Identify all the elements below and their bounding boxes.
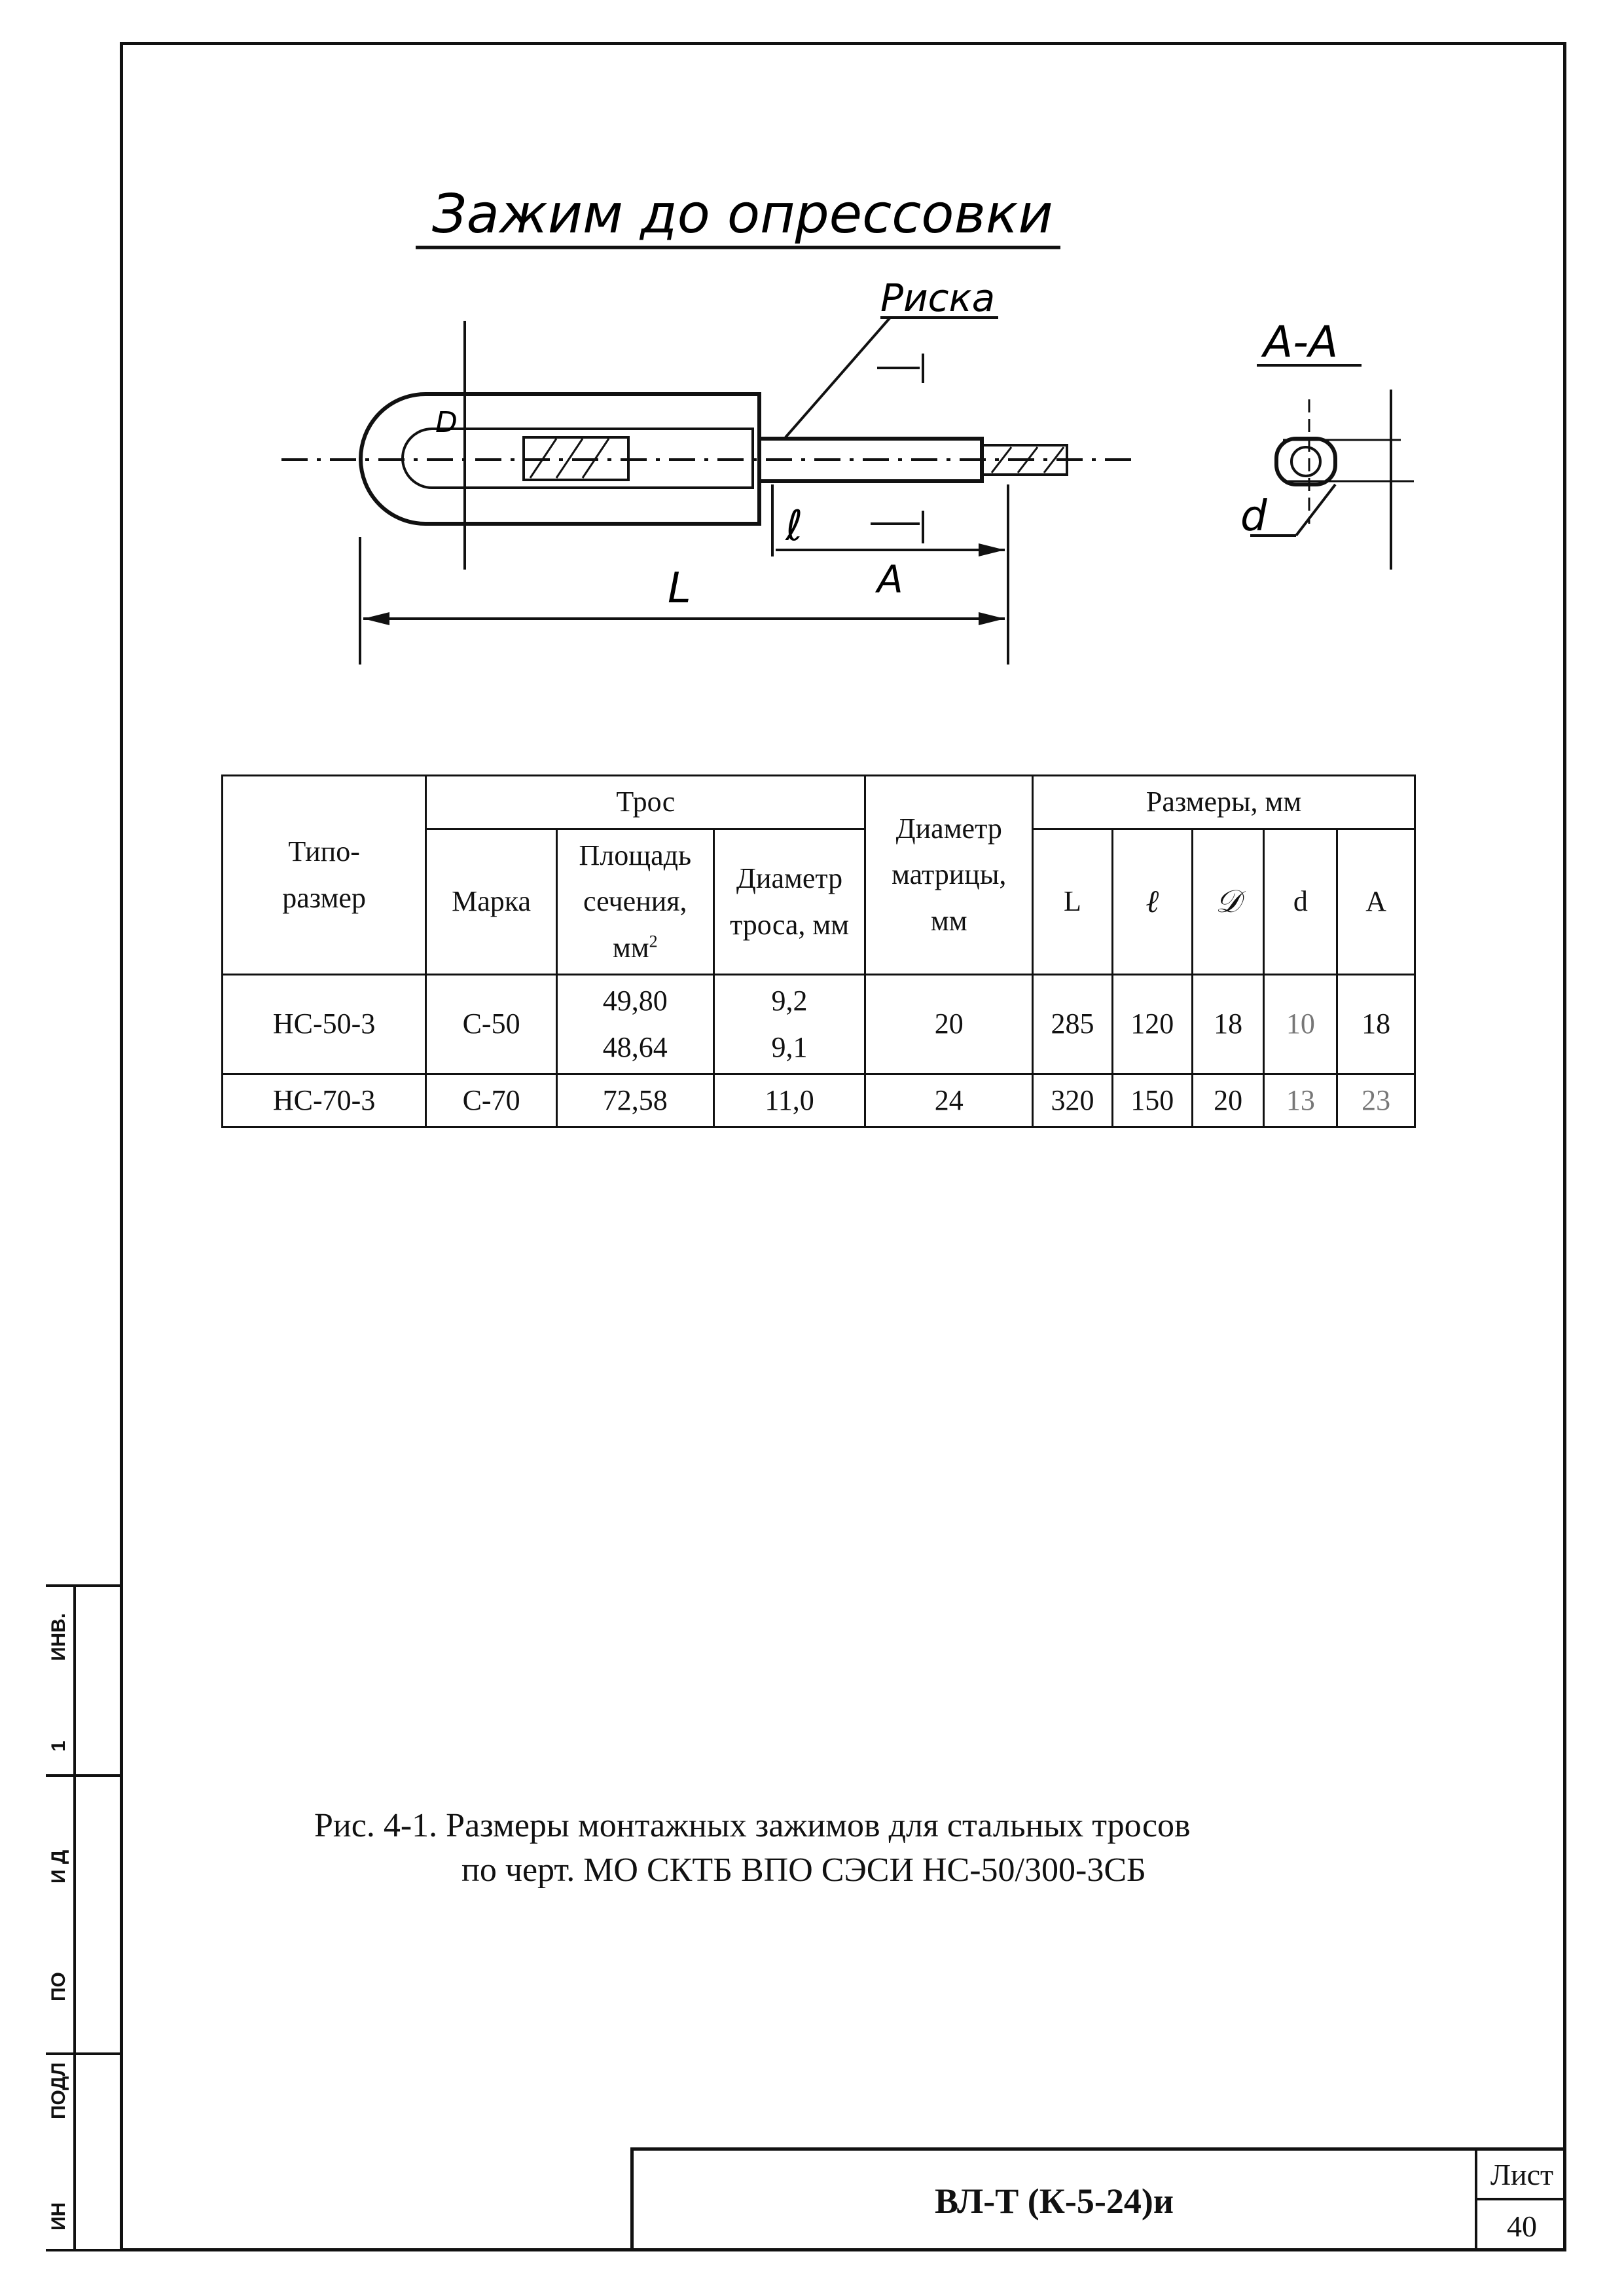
strip-label-podl: ПОДЛ <box>48 2062 69 2119</box>
hdr-area-sup: 2 <box>649 932 658 951</box>
arrow <box>979 543 1005 556</box>
strip-rule <box>46 1774 120 1777</box>
hdr-rope-diameter: Диаметр троса, мм <box>713 829 865 975</box>
cell-L: 320 <box>1033 1074 1113 1127</box>
cell-die-d: 24 <box>865 1074 1033 1127</box>
document-code: ВЛ-Т (К-5-24)и <box>935 2181 1174 2221</box>
hdr-area-text: Площадь сечения, мм <box>579 839 692 964</box>
leader <box>1296 484 1335 536</box>
section-label: А-А <box>1263 317 1339 367</box>
hdr-die-diameter: Диаметр матрицы, мм <box>865 776 1033 975</box>
hdr-dim-l: ℓ <box>1112 829 1192 975</box>
strip-rule <box>46 2052 120 2055</box>
clamp-drawing <box>249 157 1492 694</box>
section-inner <box>1291 447 1320 476</box>
cell-l: 150 <box>1112 1074 1192 1127</box>
sheet-number: 40 <box>1507 2209 1537 2243</box>
cell-L: 285 <box>1033 975 1113 1074</box>
hdr-grade: Марка <box>426 829 557 975</box>
cell-l: 120 <box>1112 975 1192 1074</box>
cell-rope-d: 11,0 <box>713 1074 865 1127</box>
arrow <box>363 612 389 625</box>
drawing-title: Зажим до опрессовки <box>432 183 1053 246</box>
dim-d-label: d <box>1240 492 1267 541</box>
hdr-dim-d: d <box>1264 829 1337 975</box>
strip-rule <box>46 2249 120 2251</box>
binding-strip <box>46 1584 120 2251</box>
cell-rope-d-2: 9,1 <box>771 1030 808 1063</box>
table-row <box>223 975 1415 1074</box>
cell-d: 10 <box>1264 975 1337 1074</box>
dim-L-label: L <box>668 564 691 613</box>
dim-l-label: ℓ <box>785 502 803 551</box>
caption-line-1: Рис. 4-1. Размеры монтажных зажимов для стальных тросов <box>314 1807 1191 1844</box>
dim-A-label: А <box>877 557 903 602</box>
title-block <box>630 2147 1566 2251</box>
clamp-spec-table <box>221 774 1416 1128</box>
cell-d: 13 <box>1264 1074 1337 1127</box>
strip-divider <box>73 1584 76 2251</box>
hdr-area <box>556 829 713 975</box>
cell-D: 20 <box>1192 1074 1264 1127</box>
strip-label-in: ИН <box>48 2202 69 2231</box>
hdr-rope: Трос <box>426 776 865 829</box>
table-row <box>223 1074 1415 1127</box>
section-outer <box>1276 439 1335 484</box>
strip-label-num: 1 <box>48 1740 69 1752</box>
mark-leader <box>785 318 890 437</box>
hdr-dim-A: A <box>1337 829 1415 975</box>
figure-caption <box>314 1804 1362 1892</box>
sheet-box <box>1475 2151 1566 2251</box>
dim-D-label: D <box>435 406 458 439</box>
rope-hatch <box>992 447 1064 473</box>
mark-label: Риска <box>880 276 996 320</box>
cell-area-2: 48,64 <box>602 1030 668 1063</box>
sheet-label: Лист <box>1477 2151 1566 2200</box>
cell-area-1: 49,80 <box>602 985 668 1017</box>
cell-rope-d <box>713 975 865 1074</box>
strip-label-id: И Д <box>48 1850 69 1884</box>
strip-label-po: ПО <box>48 1972 69 2001</box>
caption-line-2: по черт. МО СКТБ ВПО СЭСИ НС-50/300-3СБ <box>461 1851 1146 1889</box>
cell-type-size: НС-50-3 <box>223 975 426 1074</box>
hdr-dim-L: L <box>1033 829 1113 975</box>
cell-area <box>556 975 713 1074</box>
cell-grade: С-70 <box>426 1074 557 1127</box>
cell-grade: С-50 <box>426 975 557 1074</box>
hdr-dims: Размеры, мм <box>1033 776 1415 829</box>
cell-A: 18 <box>1337 975 1415 1074</box>
strip-label-inv: ИНВ. <box>48 1613 69 1661</box>
cell-area: 72,58 <box>556 1074 713 1127</box>
cell-type-size: НС-70-3 <box>223 1074 426 1127</box>
arrow <box>979 612 1005 625</box>
cell-D: 18 <box>1192 975 1264 1074</box>
strip-rule <box>46 1584 120 1587</box>
hdr-type-size: Типо- размер <box>223 776 426 975</box>
hdr-dim-D: 𝒟 <box>1192 829 1264 975</box>
cell-die-d: 20 <box>865 975 1033 1074</box>
cell-A: 23 <box>1337 1074 1415 1127</box>
cell-rope-d-1: 9,2 <box>771 985 808 1017</box>
